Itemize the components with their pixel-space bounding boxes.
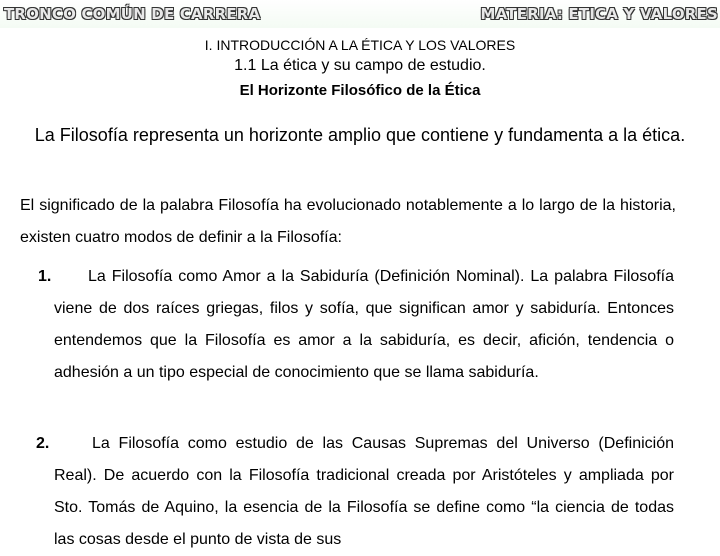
list-item-text: La Filosofía como Amor a la Sabiduría (Definición Nominal). La palabra Filosofía viene de dos raíces griegas, filos y sofía, que significan amor y sabiduría. Entonces entendemos que la Filosofía es amor a la sabiduría, es decir, afición, tendencia o adhesión a un tipo especial de conocimiento que se llama sabiduría. bbox=[54, 268, 674, 381]
section-heading: El Horizonte Filosófico de la Ética bbox=[239, 82, 481, 99]
unit-heading: I. INTRODUCCIÓN A LA ÉTICA Y LOS VALORES bbox=[204, 37, 516, 53]
subject-title: MATERIA: ETICA Y VALORES bbox=[480, 5, 718, 23]
intro-text: La Filosofía representa un horizonte amplio que contiene y fundamenta a la ética. bbox=[34, 125, 686, 145]
header-banner bbox=[0, 0, 720, 28]
body-paragraph: El significado de la palabra Filosofía ha evolucionado notablemente a lo largo de la historia, existen cuatro modos de definir a la Filosofía: bbox=[20, 197, 676, 246]
topic-heading: 1.1 La ética y su campo de estudio. bbox=[234, 57, 486, 74]
course-title: TRONCO COMÚN DE CARRERA bbox=[4, 5, 261, 23]
list-item-number: 2. bbox=[36, 435, 50, 452]
list-item-text: La Filosofía como estudio de las Causas Supremas del Universo (Definición Real). De acuerdo con la Filosofía tradicional creada por Aristóteles y ampliada por Sto. Tomás de Aquino, la esencia de la Filosofía se define como “la ciencia de todas las cosas desde el punto de vista de sus bbox=[54, 435, 674, 548]
intro-statement bbox=[20, 122, 700, 148]
list-item-number: 1. bbox=[38, 268, 52, 285]
